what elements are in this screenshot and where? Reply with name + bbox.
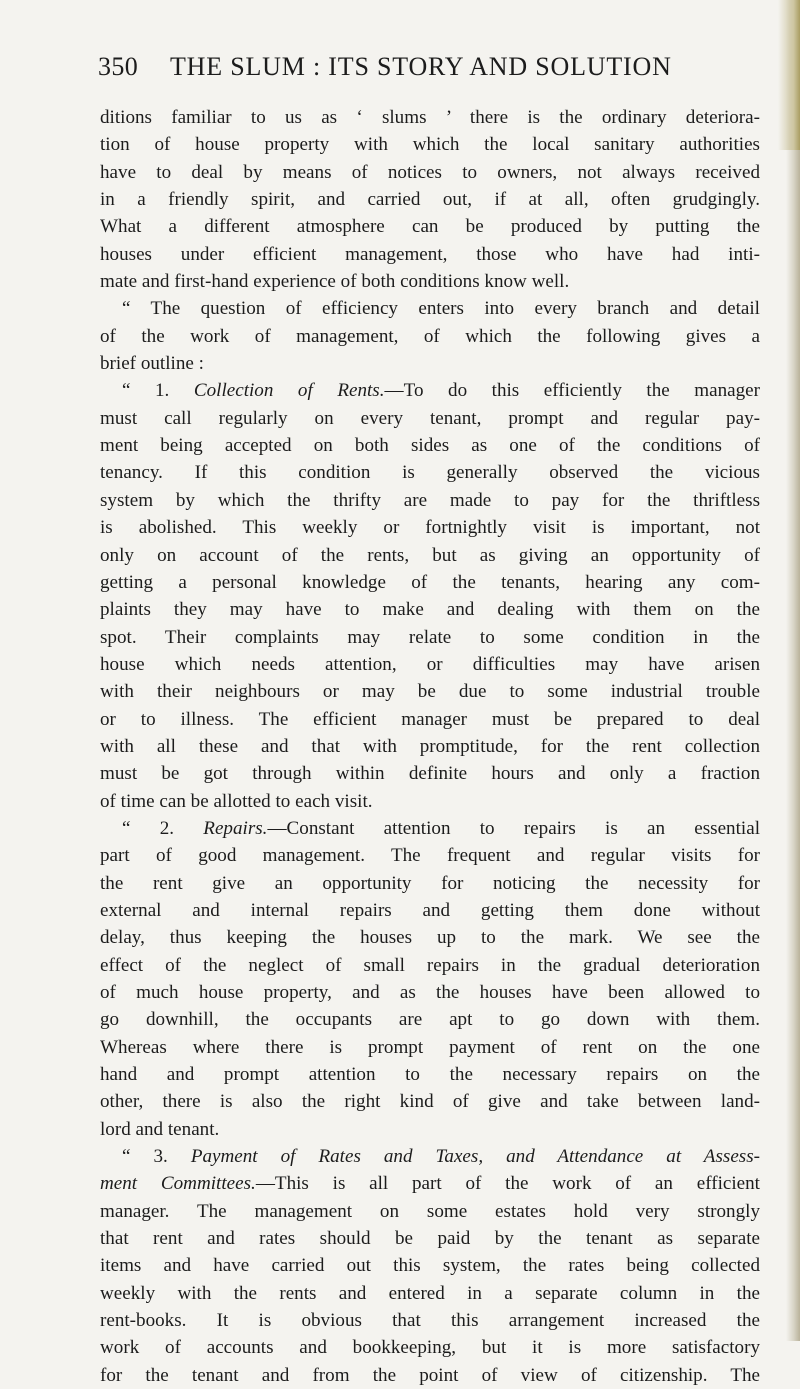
text-segment: “ 2.: [122, 817, 204, 839]
text-segment: houses under efficient management, those who have had inti-: [100, 243, 760, 265]
text-segment: lord and tenant.: [100, 1118, 220, 1140]
text-segment: with their neighbours or may be due to some industrial trouble: [100, 681, 760, 703]
text-line: [100, 432, 760, 459]
italic-heading: Repairs.: [203, 817, 268, 839]
text-segment: delay, thus keeping the houses up to the mark. We see the: [100, 927, 760, 949]
text-segment: ditions familiar to us as ‘ slums ’ there is the ordinary deteriora-: [100, 107, 760, 128]
text-line: [100, 678, 760, 705]
text-segment: go downhill, the occupants are apt to go down with them.: [100, 1009, 760, 1031]
text-line: [100, 760, 760, 787]
text-segment: tion of house property with which the local sanitary authorities: [100, 134, 760, 156]
text-line: [100, 952, 760, 979]
text-line: [100, 350, 760, 377]
text-segment: mate and first-hand experience of both conditions know well.: [100, 271, 570, 293]
text-line: [100, 1143, 760, 1170]
text-line: [100, 596, 760, 623]
text-segment: of much house property, and as the houses have been allowed to: [100, 982, 760, 1003]
text-line: [100, 1061, 760, 1088]
text-segment: the rent give an opportunity for noticing the necessity for: [100, 872, 760, 894]
text-segment: plaints they may have to make and dealing with them on the: [100, 599, 760, 621]
text-line: [100, 186, 760, 213]
text-segment: items and have carried out this system, the rates being collected: [100, 1255, 760, 1277]
text-line: [100, 542, 760, 569]
text-line: [100, 1280, 760, 1307]
text-segment: with all these and that with promptitude, for the rent collection: [100, 735, 760, 757]
running-head: [98, 52, 760, 96]
text-segment: —Constant attention to repairs is an essential: [267, 817, 760, 839]
text-line: [100, 815, 760, 842]
text-line: [100, 159, 760, 186]
text-segment: —This is all part of the work of an efficient: [255, 1173, 760, 1195]
text-line: [100, 1170, 760, 1197]
text-line: [100, 1225, 760, 1252]
text-line: [100, 870, 760, 897]
text-line: [100, 706, 760, 733]
text-segment: other, there is also the right kind of give and take between land-: [100, 1091, 760, 1113]
text-line: [100, 1034, 760, 1061]
text-segment: Whereas where there is prompt payment of rent on the one: [100, 1036, 760, 1058]
text-segment: that rent and rates should be paid by the tenant as separate: [100, 1228, 760, 1250]
text-line: [100, 377, 760, 404]
text-line: [100, 897, 760, 924]
text-line: [100, 1088, 760, 1115]
text-segment: is abolished. This weekly or fortnightly visit is important, not: [100, 517, 760, 539]
text-segment: for the tenant and from the point of view of citizenship. The: [100, 1364, 760, 1386]
page-edge-shadow: [786, 0, 800, 1341]
text-segment: house which needs attention, or difficulties may have arisen: [100, 653, 760, 675]
text-line: [100, 131, 760, 158]
text-segment: system by which the thrifty are made to pay for the thriftless: [100, 489, 760, 511]
page-number: 350: [98, 52, 139, 81]
text-line: [100, 1252, 760, 1279]
text-line: [100, 1362, 760, 1389]
text-line: [100, 1006, 760, 1033]
text-line: [100, 924, 760, 951]
text-segment: effect of the neglect of small repairs in the gradual deterioration: [100, 954, 760, 976]
text-segment: external and internal repairs and getting them done without: [100, 899, 760, 921]
text-line: [100, 295, 760, 322]
text-segment: or to illness. The efficient manager must be prepared to deal: [100, 708, 760, 730]
text-line: [100, 487, 760, 514]
book-page: [100, 52, 760, 1389]
text-line: [100, 323, 760, 350]
text-line: [100, 514, 760, 541]
text-line: [100, 1198, 760, 1225]
text-segment: only on account of the rents, but as giving an opportunity of: [100, 544, 760, 566]
text-segment: ment being accepted on both sides as one of the conditions of: [100, 435, 760, 457]
text-segment: must be got through within definite hours and only a fraction: [100, 763, 760, 785]
text-segment: work of accounts and bookkeeping, but it is more satisfactory: [100, 1337, 760, 1359]
text-line: [100, 651, 760, 678]
running-title: THE SLUM : ITS STORY AND SOLUTION: [170, 52, 672, 81]
text-segment: part of good management. The frequent and regular visits for: [100, 845, 760, 867]
text-line: [100, 268, 760, 295]
text-segment: What a different atmosphere can be produced by putting the: [100, 216, 760, 238]
text-segment: of time can be allotted to each visit.: [100, 790, 373, 812]
text-line: [100, 979, 760, 1006]
text-line: [100, 213, 760, 240]
text-segment: weekly with the rents and entered in a separate column in the: [100, 1282, 760, 1304]
text-line: [100, 733, 760, 760]
text-segment: “ 1.: [122, 380, 194, 402]
text-segment: hand and prompt attention to the necessary repairs on the: [100, 1064, 760, 1086]
text-line: [100, 842, 760, 869]
text-line: [100, 1334, 760, 1361]
text-line: [100, 788, 760, 815]
text-segment: rent-books. It is obvious that this arrangement increased the: [100, 1310, 760, 1332]
text-line: [100, 241, 760, 268]
text-line: [100, 1116, 760, 1143]
text-line: [100, 624, 760, 651]
text-line: [100, 459, 760, 486]
text-segment: “ 3.: [122, 1146, 191, 1168]
italic-heading: Collection of Rents.: [193, 380, 385, 402]
text-segment: of the work of management, of which the following gives a: [100, 325, 760, 347]
body-text: [100, 104, 760, 1389]
italic-heading: Payment of Rates and Taxes, and Attendance at Assess-: [190, 1146, 760, 1168]
text-segment: must call regularly on every tenant, prompt and regular pay-: [100, 407, 760, 429]
text-segment: —To do this efficiently the manager: [384, 380, 760, 402]
text-segment: “ The question of efficiency enters into every branch and detail: [122, 298, 760, 320]
text-segment: in a friendly spirit, and carried out, if at all, often grudgingly.: [100, 189, 760, 211]
text-line: [100, 569, 760, 596]
page-edge-stain: [778, 0, 800, 150]
text-line: [100, 104, 760, 131]
text-segment: brief outline :: [100, 353, 204, 375]
text-segment: getting a personal knowledge of the tenants, hearing any com-: [100, 571, 760, 593]
italic-heading: ment Committees.: [100, 1173, 256, 1195]
text-segment: spot. Their complaints may relate to some condition in the: [100, 626, 760, 648]
text-segment: tenancy. If this condition is generally observed the vicious: [100, 462, 760, 484]
text-segment: have to deal by means of notices to owners, not always received: [100, 161, 760, 183]
text-line: [100, 1307, 760, 1334]
text-segment: manager. The management on some estates hold very strongly: [100, 1200, 760, 1222]
text-line: [100, 405, 760, 432]
